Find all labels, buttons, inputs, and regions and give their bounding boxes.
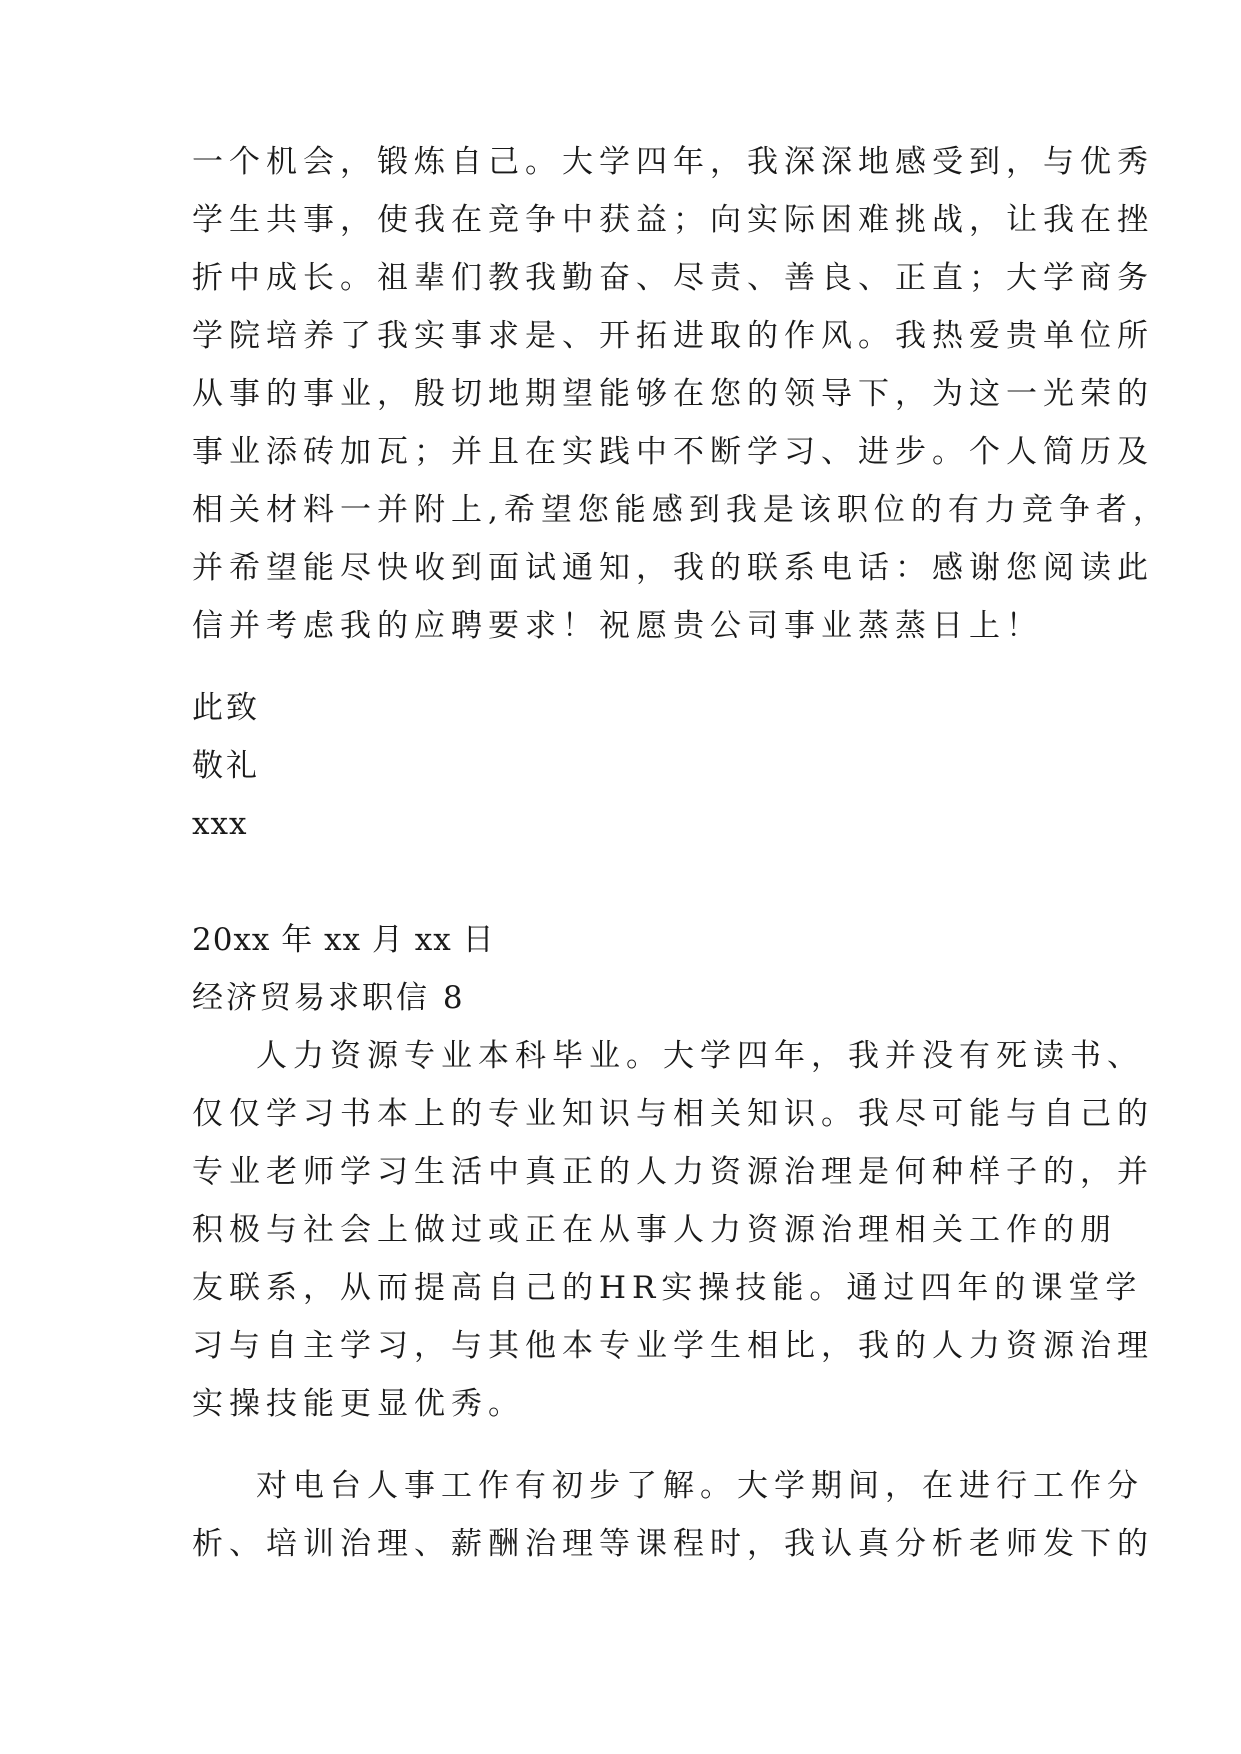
paragraph-continued — [192, 133, 1170, 655]
text-line: 学生共事，使我在竞争中获益；向实际困难挑战，让我在挫 — [192, 202, 1154, 238]
section-heading: 经济贸易求职信 8 — [192, 980, 466, 1016]
text-line: 相关材料一并附上,希望您能感到我是该职位的有力竞争者， — [192, 492, 1170, 528]
paragraph-hr — [192, 1027, 1154, 1433]
text-line: 专业老师学习生活中真正的人力资源治理是何种样子的，并 — [192, 1154, 1154, 1190]
text-line: 友联系，从而提高自己的HR实操技能。通过四年的课堂学 — [192, 1270, 1143, 1306]
text-line: 积极与社会上做过或正在从事人力资源治理相关工作的朋 — [192, 1212, 1117, 1248]
section-title — [192, 969, 1072, 1027]
salutation-line: 敬礼 — [192, 748, 260, 784]
text-line: 实操技能更显优秀。 — [192, 1386, 525, 1422]
text-line: 事业添砖加瓦；并且在实践中不断学习、进步。个人简历及 — [192, 434, 1154, 470]
letter-date — [192, 911, 1072, 969]
text-line: 析、培训治理、薪酬治理等课程时，我认真分析老师发下的 — [192, 1526, 1154, 1562]
text-line: 仅仅学习书本上的专业知识与相关知识。我尽可能与自己的 — [192, 1096, 1154, 1132]
text-line: 一个机会，锻炼自己。大学四年，我深深地感受到，与优秀 — [192, 144, 1154, 180]
text-line: 从事的事业，殷切地期望能够在您的领导下，为这一光荣的 — [192, 376, 1154, 412]
salutation-line: 此致 — [192, 690, 260, 726]
text-line: 折中成长。祖辈们教我勤奋、尽责、善良、正直；大学商务 — [192, 260, 1154, 296]
text-line: 学院培养了我实事求是、开拓进取的作风。我热爱贵单位所 — [192, 318, 1154, 354]
text-line: 对电台人事工作有初步了解。大学期间，在进行工作分 — [256, 1468, 1144, 1504]
paragraph-radio — [192, 1457, 1154, 1573]
signature: xxx — [192, 806, 248, 842]
text-line: 人力资源专业本科毕业。大学四年，我并没有死读书、 — [256, 1038, 1144, 1074]
closing-block — [192, 679, 1072, 853]
text-line: 信并考虑我的应聘要求！祝愿贵公司事业蒸蒸日上！ — [192, 608, 1043, 644]
date-line: 20xx 年 xx 月 xx 日 — [192, 922, 495, 958]
text-line: 习与自主学习，与其他本专业学生相比，我的人力资源治理 — [192, 1328, 1154, 1364]
text-line: 并希望能尽快收到面试通知，我的联系电话：感谢您阅读此 — [192, 550, 1154, 586]
